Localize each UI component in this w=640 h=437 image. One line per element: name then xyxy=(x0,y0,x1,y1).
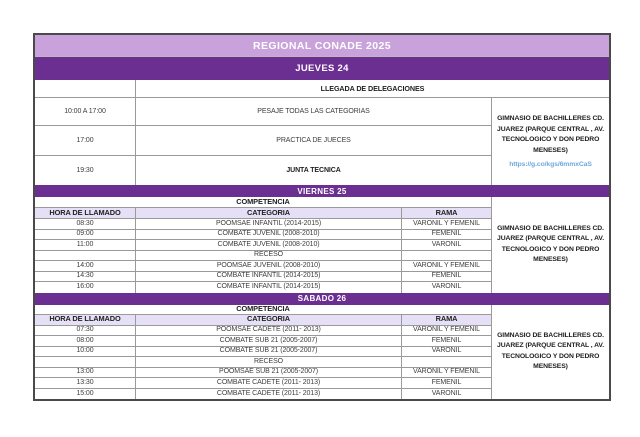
category-cell: POOMSAE INFANTIL (2014-2015) xyxy=(136,219,402,230)
category-cell: COMBATE JUVENIL (2008-2010) xyxy=(136,230,402,241)
category-cell: COMBATE CADETE (2011- 2013) xyxy=(136,378,402,389)
day-band-jueves: JUEVES 24 xyxy=(35,57,609,80)
time-cell: 10:00 xyxy=(35,347,136,358)
thursday-section xyxy=(35,80,609,185)
time-cell xyxy=(35,251,136,262)
column-header-hora: HORA DE LLAMADO xyxy=(35,315,136,326)
receso-cell: RECESO xyxy=(136,357,402,368)
column-header-rama: RAMA xyxy=(402,208,492,219)
schedule-table xyxy=(33,33,611,401)
venue-cell-friday xyxy=(492,197,609,293)
competition-header: COMPETENCIA xyxy=(35,305,492,315)
venue-cell-thursday xyxy=(492,98,609,185)
venue-name: GIMNASIO DE BACHILLERES CD. JUAREZ (PARQUE CENTRAL , AV. TECNOLOGICO Y DON PEDRO MENESES) xyxy=(497,115,604,154)
receso-cell: RECESO xyxy=(136,251,402,262)
day-band-sabado: SABADO 26 xyxy=(35,293,609,305)
time-cell: 13:00 xyxy=(35,368,136,379)
activity-cell: JUNTA TECNICA xyxy=(136,156,492,185)
venue-cell-saturday xyxy=(492,305,609,400)
time-cell: 09:00 xyxy=(35,230,136,241)
time-cell: 11:00 xyxy=(35,240,136,251)
rama-cell: VARONIL xyxy=(402,240,492,251)
competition-header: COMPETENCIA xyxy=(35,197,492,208)
page-title: REGIONAL CONADE 2025 xyxy=(35,35,609,57)
rama-cell: VARONIL Y FEMENIL xyxy=(402,261,492,272)
rama-cell: VARONIL Y FEMENIL xyxy=(402,368,492,379)
rama-cell: FEMENIL xyxy=(402,230,492,241)
rama-cell: VARONIL xyxy=(402,282,492,293)
time-cell: 15:00 xyxy=(35,389,136,400)
saturday-section xyxy=(35,305,609,400)
arrival-row: LLEGADA DE DELEGACIONES xyxy=(136,80,609,98)
time-cell: 10:00 A 17:00 xyxy=(35,98,136,126)
category-cell: POOMSAE CADETE (2011- 2013) xyxy=(136,326,402,337)
rama-cell xyxy=(402,251,492,262)
time-cell: 14:00 xyxy=(35,261,136,272)
rama-cell: FEMENIL xyxy=(402,336,492,347)
time-cell: 16:00 xyxy=(35,282,136,293)
venue-name: GIMNASIO DE BACHILLERES CD. JUAREZ (PARQUE CENTRAL , AV. TECNOLOGICO Y DON PEDRO MENESES) xyxy=(497,224,604,264)
day-band-viernes: VIERNES 25 xyxy=(35,185,609,197)
time-cell: 07:30 xyxy=(35,326,136,337)
rama-cell: VARONIL Y FEMENIL xyxy=(402,326,492,337)
empty-cell xyxy=(35,80,136,98)
category-cell: POOMSAE SUB 21 (2005-2007) xyxy=(136,368,402,379)
time-cell: 14:30 xyxy=(35,272,136,283)
venue-name: GIMNASIO DE BACHILLERES CD. JUAREZ (PARQUE CENTRAL , AV. TECNOLOGICO Y DON PEDRO MENESES) xyxy=(497,331,604,371)
rama-cell: FEMENIL xyxy=(402,378,492,389)
time-cell: 13:30 xyxy=(35,378,136,389)
column-header-hora: HORA DE LLAMADO xyxy=(35,208,136,219)
activity-cell: PRACTICA DE JUECES xyxy=(136,126,492,156)
column-header-categoria: CATEGORIA xyxy=(136,315,402,326)
category-cell: COMBATE SUB 21 (2005-2007) xyxy=(136,336,402,347)
category-cell: COMBATE CADETE (2011- 2013) xyxy=(136,389,402,400)
time-cell xyxy=(35,357,136,368)
category-cell: COMBATE SUB 21 (2005-2007) xyxy=(136,347,402,358)
category-cell: POOMSAE JUVENIL (2008-2010) xyxy=(136,261,402,272)
column-header-rama: RAMA xyxy=(402,315,492,326)
category-cell: COMBATE INFANTIL (2014-2015) xyxy=(136,282,402,293)
rama-cell: VARONIL xyxy=(402,347,492,358)
time-cell: 08:30 xyxy=(35,219,136,230)
rama-cell: VARONIL Y FEMENIL xyxy=(402,219,492,230)
category-cell: COMBATE JUVENIL (2008-2010) xyxy=(136,240,402,251)
activity-cell: PESAJE TODAS LAS CATEGORIAS xyxy=(136,98,492,126)
rama-cell: FEMENIL xyxy=(402,272,492,283)
time-cell: 17:00 xyxy=(35,126,136,156)
time-cell: 19:30 xyxy=(35,156,136,185)
column-header-categoria: CATEGORIA xyxy=(136,208,402,219)
friday-section xyxy=(35,197,609,293)
category-cell: COMBATE INFANTIL (2014-2015) xyxy=(136,272,402,283)
rama-cell xyxy=(402,357,492,368)
time-cell: 08:00 xyxy=(35,336,136,347)
rama-cell: VARONIL xyxy=(402,389,492,400)
venue-map-link[interactable]: https://g.co/kgs/6mmxCaS xyxy=(509,161,592,169)
